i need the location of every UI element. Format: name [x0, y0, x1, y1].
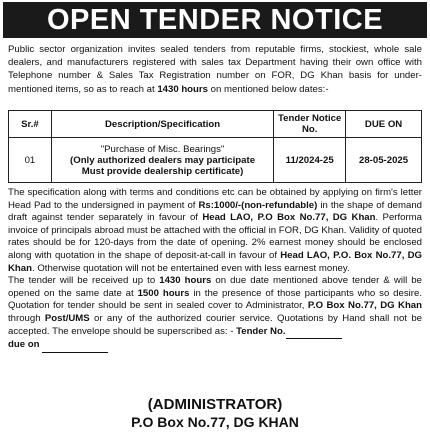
terms-text-2: in the shape of demand draft against tender separately in favour of: [8, 199, 422, 224]
terms-text-4: . Otherwise quotation will not be entertained even with less earnest money.: [31, 262, 350, 274]
submission-text-1: The tender will be received up to: [8, 275, 160, 287]
header-sr: Sr.#: [9, 111, 52, 138]
terms-paragraph: [8, 187, 422, 275]
intro-text: Public sector organization invites sealed tenders from reputable firms, stockiest, whole sale dealers, and manufacturers registered with sales tax Department having their own office with Telephone number & Sales Tax Registration number on FOR, DG Khan basis for under-mentioned items, so as to reach at: [8, 44, 422, 95]
desc-item: "Purchase of Misc. Bearings": [100, 143, 225, 155]
payee-2: Head LAO, P.O. Box No.77, DG Khan: [8, 249, 422, 274]
tender-no-label: Tender No.: [236, 325, 286, 337]
header-description: Description/Specification: [51, 111, 273, 138]
submission-text-3: in the presence of those participants who so desire. Quotation for tender should be sent in sealed cover to Administrator,: [8, 287, 422, 312]
cell-sr: 01: [9, 138, 52, 183]
header-notice-no: Tender Notice No.: [274, 111, 346, 138]
table-row: [9, 138, 422, 183]
intro-suffix: on mentioned below dates:-: [207, 83, 329, 95]
cell-notice-no: 11/2024-25: [274, 138, 346, 183]
submission-text-2: on due date mentioned above tender & will be opened on the same date at: [8, 275, 422, 299]
due-on-label: due on: [8, 339, 40, 351]
submission-paragraph: [8, 275, 422, 353]
submission-address: P.O Box No.77, DG Khan: [307, 300, 422, 312]
submission-text-5: or any of the authorized courier service. Quotations by Hand shall not be accepted. The envelope should be superscribed as: -: [8, 312, 422, 337]
cell-due-on: 28-05-2025: [346, 138, 422, 183]
administrator-address: P.O Box No.77, DG KHAN: [131, 414, 299, 430]
desc-condition-2: Must provide dealership certificate): [81, 165, 244, 177]
submission-text-4: through: [8, 312, 45, 324]
tender-fee: Rs:1000/-(non-refundable): [198, 199, 318, 211]
desc-condition-1: (Only authorized dealers may participate: [70, 154, 256, 166]
terms-text-1: The specification along with terms and conditions etc can be obtained by applying on firm's letter Head Pad to the undersigned in payment of: [8, 187, 422, 211]
cell-description: [51, 138, 273, 183]
intro-time: 1430 hours: [157, 83, 208, 95]
intro-paragraph: [8, 43, 422, 96]
notice-title: OPEN TENDER NOTICE: [3, 2, 427, 38]
payee-1: Head LAO, P.O Box No.77, DG Khan: [202, 212, 376, 224]
opening-time: 1500 hours: [137, 287, 190, 299]
tender-no-blank: [286, 326, 342, 340]
header-due-on: DUE ON: [346, 111, 422, 138]
due-on-blank: [42, 339, 108, 353]
post-method: Post/UMS: [44, 312, 90, 324]
terms-text-3: . Performa invoice of principals abroad must be attached with the official in FOR, DG Khan. Validity of quoted rates should be for 120-days from the date of opening. 2% earnest money should be enclosed along with quotation in the shape of deposit-at-call in favour of: [8, 212, 423, 261]
terms-section: [8, 187, 422, 353]
receive-time: 1430 hours: [159, 275, 212, 287]
table-header-row: [9, 111, 422, 138]
administrator-signature: (ADMINISTRATOR): [147, 396, 283, 413]
tender-table: [8, 110, 422, 183]
